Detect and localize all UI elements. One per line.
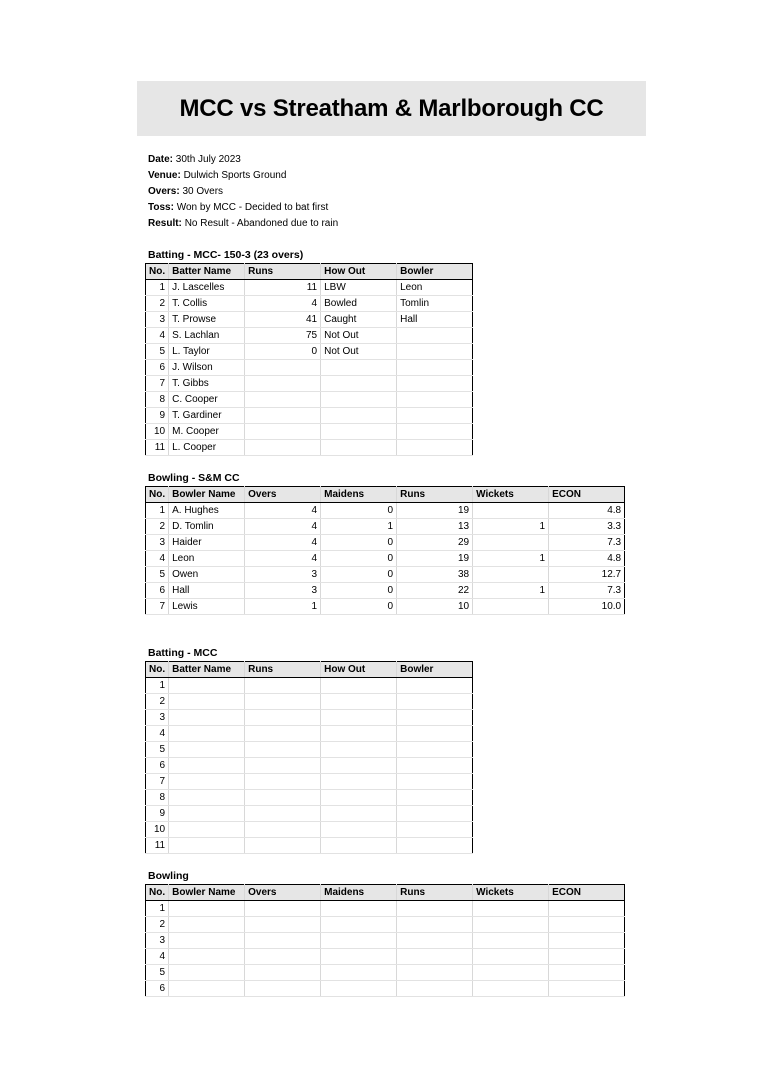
- table-cell: [321, 949, 397, 965]
- table-cell: [245, 440, 321, 456]
- table-cell: 8: [146, 790, 169, 806]
- table-cell: 1: [146, 280, 169, 296]
- table-cell: [397, 694, 473, 710]
- table-cell: [321, 790, 397, 806]
- column-header: Wickets: [473, 885, 549, 901]
- batting-second-innings-table: [145, 661, 473, 854]
- table-cell: 3: [146, 933, 169, 949]
- batting-first-innings-title: Batting - MCC- 150-3 (23 overs): [148, 249, 304, 261]
- table-cell: [549, 901, 625, 917]
- table-cell: [549, 917, 625, 933]
- table-cell: [245, 901, 321, 917]
- table-cell: [473, 933, 549, 949]
- table-row: [146, 917, 625, 933]
- detail-label: Overs:: [148, 186, 180, 197]
- table-cell: 5: [146, 567, 169, 583]
- table-cell: [245, 774, 321, 790]
- table-cell: [245, 806, 321, 822]
- table-row: [146, 328, 473, 344]
- table-row: [146, 838, 473, 854]
- table-row: [146, 965, 625, 981]
- table-cell: 7: [146, 599, 169, 615]
- table-cell: [397, 328, 473, 344]
- table-cell: [397, 758, 473, 774]
- table-row: [146, 312, 473, 328]
- table-cell: Hall: [397, 312, 473, 328]
- table-cell: 4: [146, 949, 169, 965]
- table-cell: [397, 981, 473, 997]
- table-cell: [473, 965, 549, 981]
- table-cell: 0: [321, 567, 397, 583]
- table-cell: [169, 838, 245, 854]
- detail-label: Result:: [148, 218, 182, 229]
- table-cell: C. Cooper: [169, 392, 245, 408]
- table-cell: [397, 949, 473, 965]
- table-row: [146, 344, 473, 360]
- table-cell: 13: [397, 519, 473, 535]
- table-cell: 1: [146, 678, 169, 694]
- table-cell: M. Cooper: [169, 424, 245, 440]
- table-cell: 3: [245, 583, 321, 599]
- table-row: [146, 726, 473, 742]
- table-cell: [321, 678, 397, 694]
- table-cell: 5: [146, 965, 169, 981]
- table-cell: 4: [245, 535, 321, 551]
- table-cell: [169, 758, 245, 774]
- table-cell: [321, 694, 397, 710]
- table-cell: [397, 965, 473, 981]
- table-row: [146, 503, 625, 519]
- detail-value: Won by MCC - Decided to bat first: [176, 202, 329, 213]
- table-cell: [169, 933, 245, 949]
- column-header: Runs: [397, 885, 473, 901]
- table-cell: 7: [146, 376, 169, 392]
- table-row: [146, 742, 473, 758]
- table-cell: 3.3: [549, 519, 625, 535]
- column-header: Runs: [397, 487, 473, 503]
- table-cell: 11: [146, 440, 169, 456]
- detail-value: Dulwich Sports Ground: [183, 170, 287, 181]
- detail-date: [148, 152, 338, 168]
- table-cell: [169, 694, 245, 710]
- table-cell: D. Tomlin: [169, 519, 245, 535]
- table-cell: [321, 774, 397, 790]
- table-cell: Leon: [397, 280, 473, 296]
- table-cell: [397, 838, 473, 854]
- table-cell: 1: [321, 519, 397, 535]
- batting-first-innings-table: [145, 263, 473, 456]
- column-header: Wickets: [473, 487, 549, 503]
- table-cell: [473, 917, 549, 933]
- table-cell: 2: [146, 296, 169, 312]
- table-row: [146, 583, 625, 599]
- table-row: [146, 710, 473, 726]
- table-row: [146, 981, 625, 997]
- table-row: [146, 599, 625, 615]
- table-cell: [549, 933, 625, 949]
- table-cell: 0: [321, 503, 397, 519]
- table-cell: 2: [146, 519, 169, 535]
- table-row: [146, 408, 473, 424]
- table-cell: [169, 678, 245, 694]
- table-cell: 6: [146, 758, 169, 774]
- table-cell: 4: [146, 328, 169, 344]
- table-cell: [245, 758, 321, 774]
- table-cell: 4: [146, 551, 169, 567]
- table-cell: [169, 790, 245, 806]
- table-cell: [321, 408, 397, 424]
- table-cell: [473, 901, 549, 917]
- title-banner: [137, 81, 646, 136]
- column-header: Batter Name: [169, 662, 245, 678]
- column-header: No.: [146, 662, 169, 678]
- match-details: [148, 152, 338, 232]
- bowling-first-innings-title: Bowling - S&M CC: [148, 472, 240, 484]
- table-cell: [473, 567, 549, 583]
- column-header: ECON: [549, 487, 625, 503]
- table-cell: 1: [473, 583, 549, 599]
- table-cell: [397, 774, 473, 790]
- table-cell: [245, 822, 321, 838]
- table-cell: [245, 726, 321, 742]
- detail-result: [148, 216, 338, 232]
- table-cell: 0: [321, 535, 397, 551]
- table-cell: T. Prowse: [169, 312, 245, 328]
- table-cell: [397, 424, 473, 440]
- column-header: Maidens: [321, 885, 397, 901]
- table-row: [146, 949, 625, 965]
- table-cell: A. Hughes: [169, 503, 245, 519]
- batting-second-innings-title: Batting - MCC: [148, 647, 218, 659]
- table-cell: Not Out: [321, 328, 397, 344]
- table-cell: 1: [146, 901, 169, 917]
- table-cell: [473, 949, 549, 965]
- column-header: Runs: [245, 264, 321, 280]
- table-cell: 4: [245, 551, 321, 567]
- table-cell: 3: [245, 567, 321, 583]
- table-cell: [473, 535, 549, 551]
- table-cell: [245, 917, 321, 933]
- column-header: Bowler Name: [169, 885, 245, 901]
- table-cell: 7: [146, 774, 169, 790]
- table-cell: [169, 981, 245, 997]
- table-row: [146, 392, 473, 408]
- table-cell: [245, 376, 321, 392]
- table-cell: [169, 710, 245, 726]
- column-header: Bowler Name: [169, 487, 245, 503]
- column-header: Bowler: [397, 264, 473, 280]
- table-cell: [397, 392, 473, 408]
- bowling-second-innings-title: Bowling: [148, 870, 189, 882]
- table-cell: 3: [146, 710, 169, 726]
- table-cell: [397, 822, 473, 838]
- table-row: [146, 678, 473, 694]
- table-cell: [397, 726, 473, 742]
- table-row: [146, 694, 473, 710]
- table-cell: [397, 360, 473, 376]
- table-cell: [169, 774, 245, 790]
- table-cell: [169, 806, 245, 822]
- detail-toss: [148, 200, 338, 216]
- table-cell: [245, 838, 321, 854]
- table-cell: [549, 965, 625, 981]
- header-row: [146, 264, 473, 280]
- table-cell: [397, 344, 473, 360]
- table-cell: 19: [397, 503, 473, 519]
- table-row: [146, 806, 473, 822]
- table-cell: [245, 949, 321, 965]
- table-cell: Not Out: [321, 344, 397, 360]
- table-cell: [397, 678, 473, 694]
- table-row: [146, 440, 473, 456]
- table-cell: 6: [146, 583, 169, 599]
- table-cell: 1: [473, 519, 549, 535]
- column-header: Overs: [245, 885, 321, 901]
- table-cell: [397, 917, 473, 933]
- table-cell: LBW: [321, 280, 397, 296]
- table-cell: [321, 710, 397, 726]
- table-cell: [245, 742, 321, 758]
- table-cell: 0: [321, 551, 397, 567]
- table-cell: [245, 981, 321, 997]
- table-cell: [245, 392, 321, 408]
- table-cell: 22: [397, 583, 473, 599]
- detail-overs: [148, 184, 338, 200]
- detail-label: Toss:: [148, 202, 174, 213]
- table-cell: L. Taylor: [169, 344, 245, 360]
- table-cell: L. Cooper: [169, 440, 245, 456]
- column-header: Overs: [245, 487, 321, 503]
- table-row: [146, 424, 473, 440]
- detail-venue: [148, 168, 338, 184]
- table-cell: 4: [245, 519, 321, 535]
- table-cell: 1: [146, 503, 169, 519]
- table-row: [146, 933, 625, 949]
- table-cell: [321, 901, 397, 917]
- table-cell: 4: [245, 503, 321, 519]
- table-cell: [321, 965, 397, 981]
- table-cell: [169, 901, 245, 917]
- table-cell: [245, 790, 321, 806]
- table-cell: Caught: [321, 312, 397, 328]
- table-cell: Lewis: [169, 599, 245, 615]
- table-cell: [473, 599, 549, 615]
- table-row: [146, 535, 625, 551]
- table-row: [146, 567, 625, 583]
- table-cell: Owen: [169, 567, 245, 583]
- bowling-second-innings-table: [145, 884, 625, 997]
- table-cell: 10.0: [549, 599, 625, 615]
- table-cell: [397, 408, 473, 424]
- table-cell: 0: [321, 599, 397, 615]
- header-row: [146, 662, 473, 678]
- table-cell: Tomlin: [397, 296, 473, 312]
- table-row: [146, 758, 473, 774]
- table-cell: S. Lachlan: [169, 328, 245, 344]
- detail-label: Venue:: [148, 170, 181, 181]
- table-cell: [397, 376, 473, 392]
- table-cell: J. Lascelles: [169, 280, 245, 296]
- table-cell: 4: [146, 726, 169, 742]
- table-cell: 2: [146, 694, 169, 710]
- column-header: No.: [146, 264, 169, 280]
- table-cell: [245, 933, 321, 949]
- table-cell: [245, 424, 321, 440]
- table-cell: T. Gardiner: [169, 408, 245, 424]
- column-header: How Out: [321, 264, 397, 280]
- detail-value: 30 Overs: [182, 186, 224, 197]
- table-cell: [321, 392, 397, 408]
- table-cell: [245, 965, 321, 981]
- detail-value: No Result - Abandoned due to rain: [184, 218, 339, 229]
- bowling-first-innings-table: [145, 486, 625, 615]
- table-cell: Leon: [169, 551, 245, 567]
- table-cell: 2: [146, 917, 169, 933]
- detail-value: 30th July 2023: [175, 154, 241, 165]
- table-row: [146, 774, 473, 790]
- table-cell: 10: [146, 424, 169, 440]
- header-row: [146, 885, 625, 901]
- table-cell: [169, 726, 245, 742]
- table-cell: [473, 503, 549, 519]
- table-cell: 11: [146, 838, 169, 854]
- table-cell: [169, 965, 245, 981]
- table-cell: T. Collis: [169, 296, 245, 312]
- table-cell: [397, 901, 473, 917]
- table-cell: 0: [321, 583, 397, 599]
- table-cell: 38: [397, 567, 473, 583]
- table-cell: [397, 440, 473, 456]
- table-cell: [549, 981, 625, 997]
- table-cell: [321, 742, 397, 758]
- table-row: [146, 280, 473, 296]
- column-header: Batter Name: [169, 264, 245, 280]
- column-header: No.: [146, 885, 169, 901]
- table-cell: [397, 742, 473, 758]
- table-cell: 4.8: [549, 551, 625, 567]
- table-cell: 41: [245, 312, 321, 328]
- table-cell: 6: [146, 360, 169, 376]
- table-row: [146, 551, 625, 567]
- table-cell: 4: [245, 296, 321, 312]
- table-cell: 6: [146, 981, 169, 997]
- column-header: How Out: [321, 662, 397, 678]
- table-cell: [321, 933, 397, 949]
- table-cell: [169, 949, 245, 965]
- table-row: [146, 376, 473, 392]
- column-header: Maidens: [321, 487, 397, 503]
- table-cell: 9: [146, 806, 169, 822]
- table-cell: 75: [245, 328, 321, 344]
- table-cell: [321, 726, 397, 742]
- table-cell: [397, 710, 473, 726]
- table-cell: [473, 981, 549, 997]
- table-row: [146, 519, 625, 535]
- table-cell: [245, 408, 321, 424]
- table-cell: [397, 790, 473, 806]
- table-cell: 8: [146, 392, 169, 408]
- table-cell: 5: [146, 742, 169, 758]
- table-cell: [397, 933, 473, 949]
- table-cell: Haider: [169, 535, 245, 551]
- table-cell: 12.7: [549, 567, 625, 583]
- table-cell: 3: [146, 535, 169, 551]
- table-cell: [549, 949, 625, 965]
- table-cell: [321, 806, 397, 822]
- column-header: No.: [146, 487, 169, 503]
- table-row: [146, 296, 473, 312]
- table-row: [146, 790, 473, 806]
- table-cell: Bowled: [321, 296, 397, 312]
- table-cell: [245, 710, 321, 726]
- table-row: [146, 360, 473, 376]
- table-cell: [321, 981, 397, 997]
- table-cell: [321, 360, 397, 376]
- header-row: [146, 487, 625, 503]
- table-cell: [321, 917, 397, 933]
- column-header: Bowler: [397, 662, 473, 678]
- table-cell: 4.8: [549, 503, 625, 519]
- table-cell: T. Gibbs: [169, 376, 245, 392]
- table-cell: 5: [146, 344, 169, 360]
- table-cell: [321, 758, 397, 774]
- table-cell: 10: [146, 822, 169, 838]
- table-cell: Hall: [169, 583, 245, 599]
- column-header: ECON: [549, 885, 625, 901]
- table-cell: [245, 360, 321, 376]
- table-cell: [321, 376, 397, 392]
- table-cell: 10: [397, 599, 473, 615]
- page-title: MCC vs Streatham & Marlborough CC: [179, 94, 604, 122]
- table-cell: [321, 838, 397, 854]
- detail-label: Date:: [148, 154, 174, 165]
- table-row: [146, 822, 473, 838]
- table-cell: [321, 440, 397, 456]
- table-cell: 3: [146, 312, 169, 328]
- table-cell: [169, 822, 245, 838]
- table-cell: [245, 694, 321, 710]
- column-header: Runs: [245, 662, 321, 678]
- table-cell: 0: [245, 344, 321, 360]
- table-cell: [169, 742, 245, 758]
- table-cell: [169, 917, 245, 933]
- table-cell: [397, 806, 473, 822]
- table-row: [146, 901, 625, 917]
- table-cell: 11: [245, 280, 321, 296]
- table-cell: 9: [146, 408, 169, 424]
- table-cell: 19: [397, 551, 473, 567]
- table-cell: 7.3: [549, 535, 625, 551]
- table-cell: [321, 822, 397, 838]
- table-cell: [321, 424, 397, 440]
- table-cell: 29: [397, 535, 473, 551]
- table-cell: 1: [245, 599, 321, 615]
- table-cell: [245, 678, 321, 694]
- table-cell: 1: [473, 551, 549, 567]
- table-cell: J. Wilson: [169, 360, 245, 376]
- table-cell: 7.3: [549, 583, 625, 599]
